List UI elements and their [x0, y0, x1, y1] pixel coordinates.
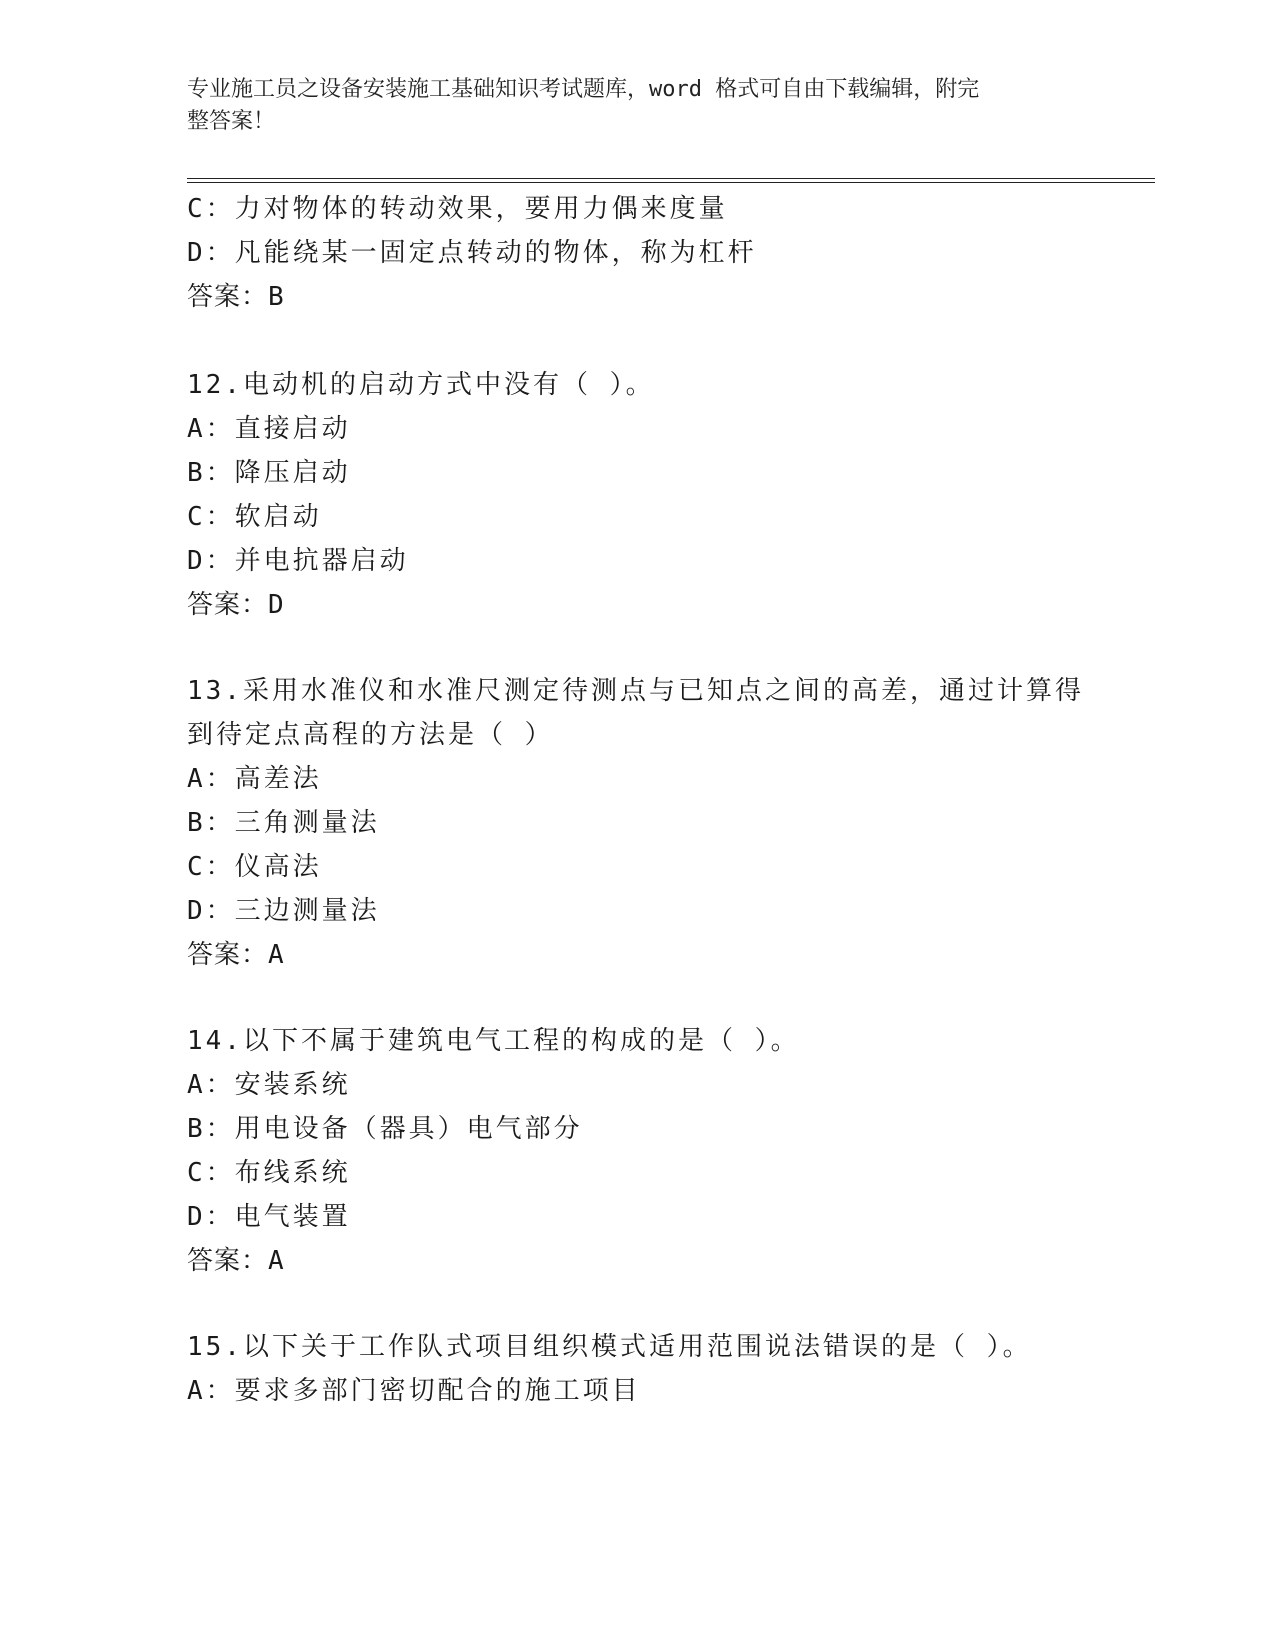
header-line-2: 整答案！: [187, 109, 276, 134]
q14-stem: 14.以下不属于建筑电气工程的构成的是（ ）。: [187, 1026, 800, 1056]
header-rule-bottom: [187, 182, 1155, 183]
q12-option-d: D：并电抗器启动: [187, 546, 409, 576]
q14-option-c: C：布线系统: [187, 1158, 351, 1188]
q13-stem-line-1: 13.采用水准仪和水准尺测定待测点与已知点之间的高差，通过计算得: [187, 676, 1084, 706]
q13-option-b: B：三角测量法: [187, 808, 380, 838]
q15-option-a: A：要求多部门密切配合的施工项目: [187, 1376, 641, 1406]
prev-answer: 答案：B: [187, 282, 285, 312]
prev-option-d: D：凡能绕某一固定点转动的物体，称为杠杆: [187, 238, 757, 268]
q14-answer: 答案：A: [187, 1246, 285, 1276]
prev-option-c: C：力对物体的转动效果，要用力偶来度量: [187, 194, 728, 224]
header-line-1: 专业施工员之设备安装施工基础知识考试题库，word 格式可自由下载编辑，附完: [187, 77, 980, 102]
q13-option-d: D：三边测量法: [187, 896, 380, 926]
q15-stem: 15.以下关于工作队式项目组织模式适用范围说法错误的是（ ）。: [187, 1332, 1032, 1362]
q14-option-a: A：安装系统: [187, 1070, 351, 1100]
q12-option-c: C：软启动: [187, 502, 322, 532]
q13-option-a: A：高差法: [187, 764, 322, 794]
q12-answer: 答案：D: [187, 590, 285, 620]
q13-option-c: C：仪高法: [187, 852, 322, 882]
q14-option-b: B：用电设备（器具）电气部分: [187, 1114, 583, 1144]
q13-answer: 答案：A: [187, 940, 285, 970]
q12-option-b: B：降压启动: [187, 458, 351, 488]
q14-option-d: D：电气装置: [187, 1202, 351, 1232]
q12-option-a: A：直接启动: [187, 414, 351, 444]
q13-stem-line-2: 到待定点高程的方法是（ ）: [187, 720, 554, 750]
header-rule-top: [187, 178, 1155, 179]
document-header: [187, 74, 1087, 138]
q12-stem: 12.电动机的启动方式中没有（ ）。: [187, 370, 655, 400]
